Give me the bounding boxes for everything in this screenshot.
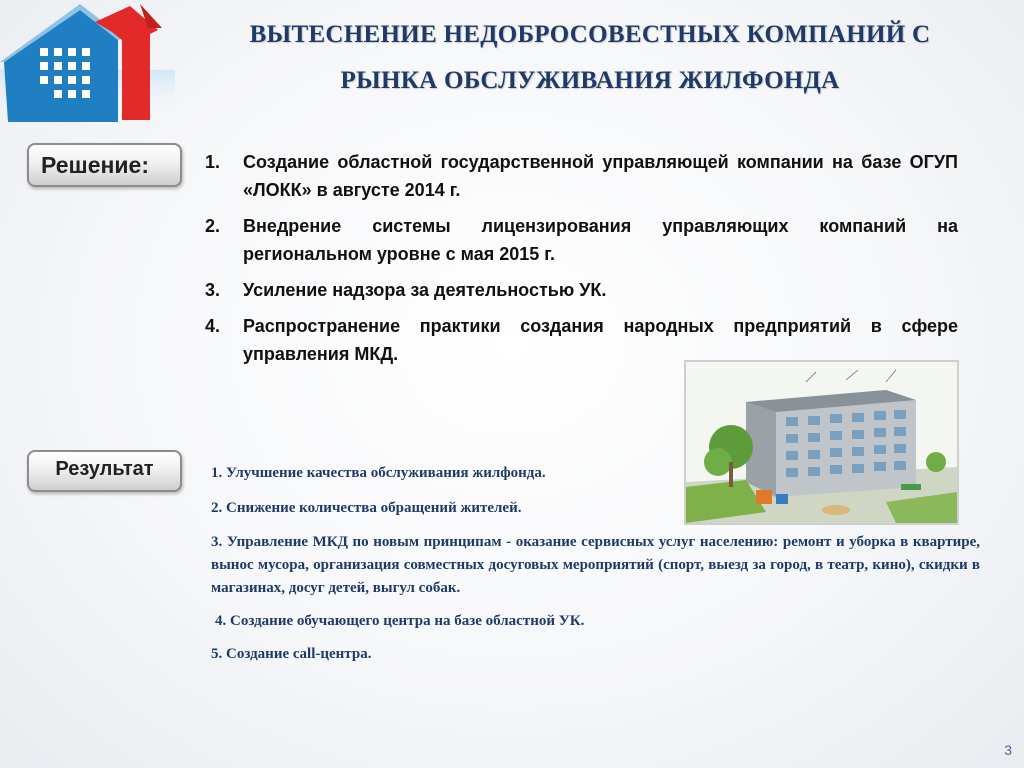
solution-item bbox=[205, 148, 958, 204]
page-title-line-1: ВЫТЕСНЕНИЕ НЕДОБРОСОВЕСТНЫХ КОМПАНИЙ С bbox=[249, 21, 931, 48]
result-item: 5. Создание call-центра. bbox=[211, 646, 372, 662]
page-title bbox=[200, 12, 980, 104]
solution-item-number: 3. bbox=[205, 280, 221, 300]
solution-item-number: 2. bbox=[205, 216, 221, 236]
solution-list bbox=[205, 148, 958, 376]
page-number: 3 bbox=[1004, 742, 1012, 758]
solution-item-text: Внедрение системы лицензирования управляющих компаний на региональном уровне с мая 2015 г. bbox=[243, 216, 958, 264]
solution-item-text: Создание областной государственной управляющей компании на базе ОГУП «ЛОКК» в августе 2014 г. bbox=[243, 152, 958, 200]
solution-item bbox=[205, 276, 958, 304]
result-item: 4. Создание обучающего центра на базе областной УК. bbox=[215, 613, 585, 629]
result-item: 2. Снижение количества обращений жителей. bbox=[211, 500, 522, 516]
solution-item-number: 4. bbox=[205, 316, 221, 336]
page-title-line-2: РЫНКА ОБСЛУЖИВАНИЯ ЖИЛФОНДА bbox=[340, 67, 840, 94]
solution-label: Решение: bbox=[27, 143, 182, 187]
result-item: 1. Улучшение качества обслуживания жилфонда. bbox=[211, 465, 546, 481]
solution-item-text: Усиление надзора за деятельностью УК. bbox=[243, 280, 607, 300]
solution-item bbox=[205, 212, 958, 268]
solution-item-text: Распространение практики создания народных предприятий в сфере управления МКД. bbox=[243, 316, 958, 364]
result-item: 3. Управление МКД по новым принципам - оказание сервисных услуг населению: ремонт и уборка в квартире, вынос мусора, организация совместных досуговых мероприятий (спорт, выезд за город, в театр, кино), скидки в магазинах, досуг детей, выгул собак. bbox=[211, 534, 980, 596]
result-list bbox=[211, 462, 980, 676]
solution-item-number: 1. bbox=[205, 152, 221, 172]
result-label: Результат bbox=[27, 450, 182, 492]
house-logo-icon bbox=[0, 0, 175, 125]
